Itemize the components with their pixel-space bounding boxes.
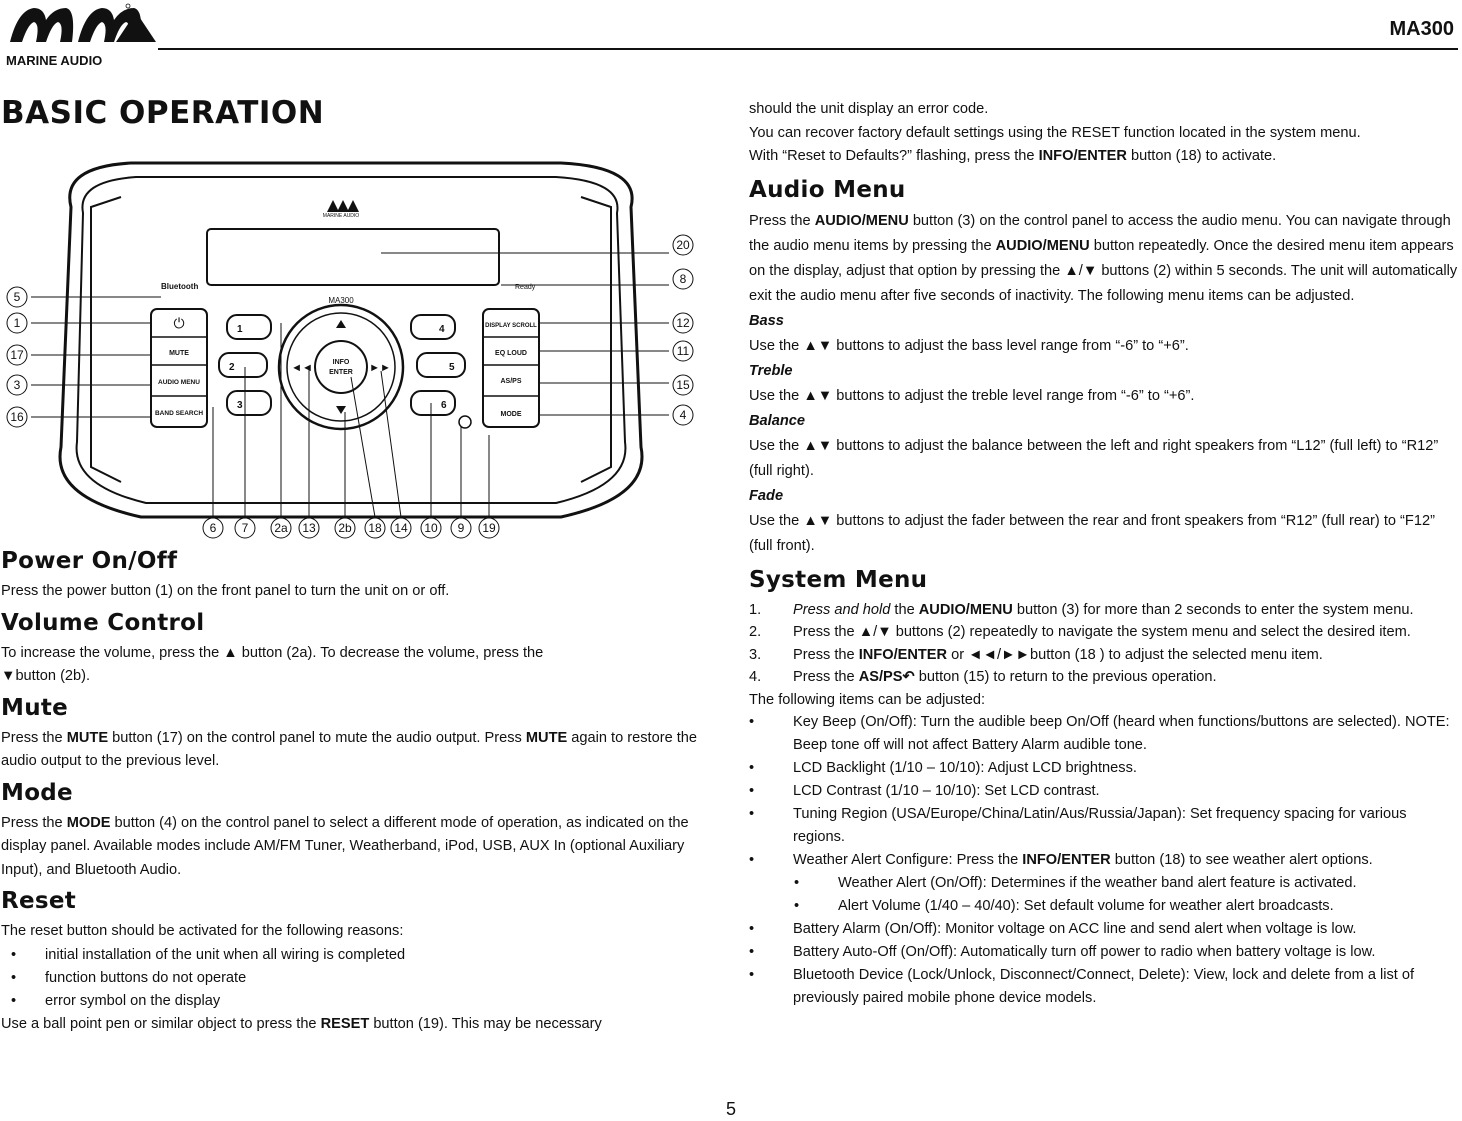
volume-text-line1: To increase the volume, press the ▲ button (2a). To decrease the volume, press the <box>1 644 544 661</box>
callout-11: 11 <box>676 344 690 358</box>
back-arrow-icon: ↶ <box>902 669 915 686</box>
callout-10: 10 <box>424 521 438 535</box>
system-item: • Battery Alarm (On/Off): Monitor voltage on ACC line and send alert when voltage is low. <box>749 921 1357 938</box>
callout-18: 18 <box>368 521 382 535</box>
balance-text: Use the ▲▼ buttons to adjust the balance between the left and right speakers from “L12” (full left) to “R12” (full right). <box>749 437 1439 479</box>
diagram-preset-2: 2 <box>229 362 235 373</box>
page-title: BASIC OPERATION <box>1 95 325 131</box>
callout-17: 17 <box>10 348 24 362</box>
logo-text: MARINE AUDIO <box>6 53 103 68</box>
right-column <box>749 98 1459 1010</box>
diagram-preset-4: 4 <box>439 324 445 335</box>
system-step-1: 1. Press and hold the AUDIO/MENU button (3) for more than 2 seconds to enter the system menu. <box>749 601 1414 618</box>
system-item: • Bluetooth Device (Lock/Unlock, Disconnect/Connect, Delete): View, lock and delete from a list of previously paired mobile phone device models. <box>749 967 1415 1007</box>
callout-13: 13 <box>302 521 316 535</box>
svg-text:►►: ►► <box>369 362 391 374</box>
bass-text: Use the ▲▼ buttons to adjust the bass level range from “-6” to “+6”. <box>749 337 1189 354</box>
reset-continued-3: With “Reset to Defaults?” flashing, press the INFO/ENTER button (18) to activate. <box>749 148 1277 164</box>
system-step-4: 4. Press the AS/PS↶ button (15) to return to the previous operation. <box>749 669 1217 686</box>
reset-intro: The reset button should be activated for the following reasons: <box>1 923 404 939</box>
reset-continued-1: should the unit display an error code. <box>749 101 989 117</box>
diagram-app-ready-label: Ready <box>515 284 536 291</box>
left-column <box>1 95 713 1036</box>
diagram-band-search-label: BAND SEARCH <box>154 410 204 417</box>
diagram-model: MA300 <box>328 296 354 305</box>
mode-text: Press the MODE button (4) on the control panel to select a different mode of operation, as indicated on the display panel. Available modes include AM/FM Tuner, Weatherband, iPod, USB, AUX In (optional Auxiliary Input), and Bluetooth Audio. <box>1 814 689 878</box>
reset-continued-2: You can recover factory default settings using the RESET function located in the system menu. <box>749 124 1361 141</box>
system-step-2: 2. Press the ▲/▼ buttons (2) repeatedly to navigate the system menu and select the desired item. <box>749 624 1411 641</box>
weather-sub-item: • Alert Volume (1/40 – 40/40): Set default volume for weather alert broadcasts. <box>794 898 1334 915</box>
treble-label: Treble <box>749 362 793 379</box>
balance-label: Balance <box>749 412 805 429</box>
fade-label: Fade <box>749 487 784 504</box>
bass-label: Bass <box>749 312 784 329</box>
reset-bullet: • error symbol on the display <box>11 992 221 1009</box>
system-item: • LCD Contrast (1/10 – 10/10): Set LCD contrast. <box>749 783 1100 800</box>
header-rule <box>158 48 1458 50</box>
system-step-3: 3. Press the INFO/ENTER or ◄◄/►►button (18 ) to adjust the selected menu item. <box>749 646 1323 663</box>
items-intro: The following items can be adjusted: <box>749 691 986 708</box>
svg-text:⏻: ⏻ <box>173 315 185 331</box>
callout-9: 9 <box>457 521 465 535</box>
diagram-eq-loud-label: EQ LOUD <box>495 350 527 357</box>
treble-text: Use the ▲▼ buttons to adjust the treble level range from “-6” to “+6”. <box>749 387 1195 404</box>
power-heading: Power On/Off <box>1 548 178 574</box>
diagram-bluetooth-label: Bluetooth <box>161 282 199 291</box>
diagram-audio-menu-label: AUDIO MENU <box>158 379 200 386</box>
diagram-as-ps-label: AS/PS <box>500 378 522 385</box>
marine-audio-logo <box>4 2 156 68</box>
mute-text: Press the MUTE button (17) on the control panel to mute the audio output. Press MUTE again to restore the audio output to the previous level. <box>1 729 698 769</box>
diagram-mute-label: MUTE <box>169 350 189 357</box>
power-text: Press the power button (1) on the front panel to turn the unit on or off. <box>1 583 450 599</box>
page-number: 5 <box>725 1099 736 1119</box>
diagram-preset-3: 3 <box>237 400 243 411</box>
svg-text:◄◄: ◄◄ <box>291 362 313 374</box>
mode-heading: Mode <box>1 779 73 806</box>
diagram-info-label: INFO <box>332 359 350 366</box>
diagram-preset-6: 6 <box>441 400 447 411</box>
volume-heading: Volume Control <box>1 609 205 636</box>
device-front-panel-diagram <box>1 137 701 542</box>
mute-heading: Mute <box>1 694 69 721</box>
callout-7: 7 <box>241 521 249 535</box>
callout-2b: 2b <box>338 521 352 535</box>
callout-2a: 2a <box>274 521 288 535</box>
callout-15: 15 <box>676 378 690 392</box>
fade-text: Use the ▲▼ buttons to adjust the fader between the rear and front speakers from “R12” (full rear) to “F12” (full front). <box>749 512 1435 554</box>
diagram-preset-5: 5 <box>449 362 455 373</box>
diagram-display-scroll-label: DISPLAY SCROLL <box>485 323 537 329</box>
diagram-brand: MARINE AUDIO <box>322 213 360 219</box>
callout-20: 20 <box>676 238 690 252</box>
callout-6: 6 <box>209 521 217 535</box>
callout-14: 14 <box>394 521 408 535</box>
reset-bullet: • function buttons do not operate <box>11 969 247 986</box>
system-item: • LCD Backlight (1/10 – 10/10): Adjust LCD brightness. <box>749 760 1137 777</box>
reset-heading: Reset <box>1 888 77 914</box>
system-item-weather: • Weather Alert Configure: Press the INFO/ENTER button (18) to see weather alert options. <box>749 852 1373 869</box>
reset-last-text: Use a ball point pen or similar object to press the RESET button (19). This may be necessary <box>1 1015 602 1032</box>
callout-5: 5 <box>13 290 21 304</box>
callout-1: 1 <box>13 316 21 330</box>
callout-3: 3 <box>13 378 21 392</box>
diagram-enter-label: ENTER <box>329 369 353 376</box>
weather-sub-item: • Weather Alert (On/Off): Determines if the weather band alert feature is activated. <box>794 875 1357 892</box>
callout-8: 8 <box>679 272 687 286</box>
audio-menu-heading: Audio Menu <box>749 176 906 203</box>
model-number: MA300 <box>1389 18 1454 40</box>
system-menu-heading: System Menu <box>749 566 928 593</box>
diagram-preset-1: 1 <box>237 324 243 335</box>
volume-text-line2: ▼button (2b). <box>1 668 91 684</box>
callout-12: 12 <box>676 316 690 330</box>
system-item: • Tuning Region (USA/Europe/China/Latin/Aus/Russia/Japan): Set frequency spacing for various regions. <box>749 806 1407 846</box>
system-item: • Key Beep (On/Off): Turn the audible beep On/Off (heard when functions/buttons are selected). NOTE: Beep tone off will not affect Battery Alarm audible tone. <box>749 714 1450 754</box>
system-item: • Battery Auto-Off (On/Off): Automatically turn off power to radio when battery voltage is low. <box>749 944 1376 961</box>
reset-bullet: • initial installation of the unit when all wiring is completed <box>11 946 406 963</box>
audio-menu-text: Press the AUDIO/MENU button (3) on the control panel to access the audio menu. You can navigate through the audio menu items by pressing the AUDIO/MENU button repeatedly. Once the desired menu item appears on the display, adjust that option by pressing the ▲/▼ buttons (2) within 5 seconds. The unit will automatically exit the audio menu after five seconds of inactivity. The following menu items can be adjusted. <box>749 212 1458 304</box>
callout-4: 4 <box>679 408 687 422</box>
callout-16: 16 <box>10 410 24 424</box>
callout-19: 19 <box>482 521 496 535</box>
diagram-mode-label: MODE <box>500 411 522 418</box>
